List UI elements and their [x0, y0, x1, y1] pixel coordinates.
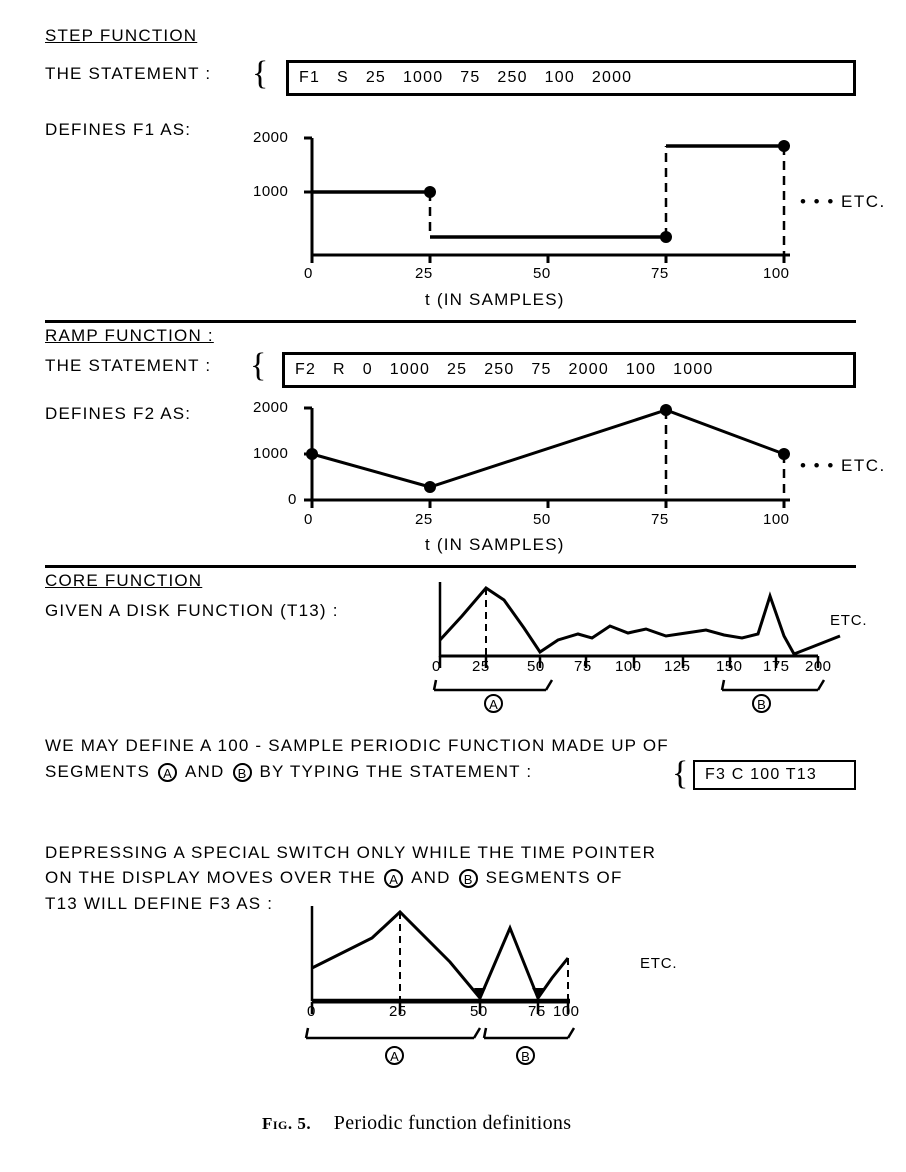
figure-caption — [262, 1112, 571, 1135]
core-heading: CORE FUNCTION — [45, 571, 203, 590]
core-paragraph-line2-pre: SEGMENTS — [45, 762, 151, 781]
segment-b-badge-f3: B — [516, 1046, 535, 1066]
core-statement-box[interactable]: F3 C 100 T13 — [693, 760, 856, 790]
step-function-chart — [230, 130, 790, 295]
disk-xtick-0: 0 — [432, 658, 441, 675]
disk-xtick-150: 150 — [716, 658, 743, 675]
ramp-ytick-1000: 1000 — [253, 445, 289, 462]
figure-number: Fig. 5. — [262, 1114, 312, 1133]
f3-xtick-50: 50 — [470, 1003, 488, 1020]
ramp-etc: • • • ETC. — [800, 456, 886, 475]
step-ytick-1000: 1000 — [253, 183, 289, 200]
step-heading: STEP FUNCTION — [45, 26, 198, 45]
ramp-brace: { — [250, 347, 267, 384]
f3-xtick-25: 25 — [389, 1003, 407, 1020]
step-etc: • • • ETC. — [800, 192, 886, 211]
divider-1 — [45, 320, 856, 323]
segment-b-badge-disk: B — [752, 694, 771, 714]
f3-etc: ETC. — [640, 955, 678, 972]
segment-b-badge-inline: B — [233, 763, 252, 782]
switch-line2-post: SEGMENTS OF — [485, 868, 623, 887]
disk-xtick-25: 25 — [472, 658, 490, 675]
step-xtick-100: 100 — [763, 265, 790, 282]
step-defines-label: DEFINES F1 AS: — [45, 120, 192, 139]
ramp-statement-box[interactable]: F2 R 0 1000 25 250 75 2000 100 1000 — [282, 352, 856, 388]
switch-line2-pre: ON THE DISPLAY MOVES OVER THE — [45, 868, 377, 887]
figure-caption-text: Periodic function definitions — [333, 1112, 572, 1134]
core-given-label: GIVEN A DISK FUNCTION (T13) : — [45, 601, 339, 620]
ramp-xtick-25: 25 — [415, 511, 433, 528]
ramp-statement-label: THE STATEMENT : — [45, 356, 212, 375]
disk-xtick-75: 75 — [574, 658, 592, 675]
ramp-defines-label: DEFINES F2 AS: — [45, 404, 192, 423]
step-statement-label: THE STATEMENT : — [45, 64, 212, 83]
ramp-ytick-0: 0 — [288, 491, 297, 508]
step-ytick-2000: 2000 — [253, 129, 289, 146]
core-etc: ETC. — [830, 612, 868, 629]
segment-b-badge-inline-2: B — [459, 869, 478, 888]
segment-a-badge-inline: A — [158, 763, 177, 782]
core-paragraph-line2-post: BY TYPING THE STATEMENT : — [259, 762, 533, 781]
divider-2 — [45, 565, 856, 568]
step-xtick-0: 0 — [304, 265, 313, 282]
ramp-ytick-2000: 2000 — [253, 399, 289, 416]
step-statement-box[interactable]: F1 S 25 1000 75 250 100 2000 — [286, 60, 856, 96]
ramp-axis-label: t (IN SAMPLES) — [425, 535, 565, 554]
disk-xtick-125: 125 — [664, 658, 691, 675]
disk-xtick-200: 200 — [805, 658, 832, 675]
ramp-xtick-75: 75 — [651, 511, 669, 528]
disk-xtick-175: 175 — [763, 658, 790, 675]
f3-xtick-100: 100 — [553, 1003, 580, 1020]
core-brace: { — [672, 755, 689, 792]
segment-a-badge-inline-2: A — [384, 869, 403, 888]
ramp-heading: RAMP FUNCTION : — [45, 326, 214, 345]
step-xtick-50: 50 — [533, 265, 551, 282]
disk-xtick-100: 100 — [615, 658, 642, 675]
core-paragraph-line2-mid: AND — [185, 762, 225, 781]
core-paragraph-line2 — [45, 762, 532, 782]
core-paragraph-line1: WE MAY DEFINE A 100 - SAMPLE PERIODIC FUNCTION MADE UP OF — [45, 736, 669, 755]
switch-line3: T13 WILL DEFINE F3 AS : — [45, 894, 274, 913]
step-xtick-25: 25 — [415, 265, 433, 282]
switch-line1: DEPRESSING A SPECIAL SWITCH ONLY WHILE THE TIME POINTER — [45, 843, 657, 862]
ramp-xtick-0: 0 — [304, 511, 313, 528]
ramp-xtick-50: 50 — [533, 511, 551, 528]
f3-xtick-0: 0 — [307, 1003, 316, 1020]
segment-a-badge-f3: A — [385, 1046, 404, 1066]
switch-line2-mid: AND — [411, 868, 451, 887]
step-brace: { — [252, 55, 269, 92]
disk-xtick-50: 50 — [527, 658, 545, 675]
step-axis-label: t (IN SAMPLES) — [425, 290, 565, 309]
ramp-xtick-100: 100 — [763, 511, 790, 528]
switch-line2 — [45, 868, 623, 888]
segment-a-badge-disk: A — [484, 694, 503, 714]
step-xtick-75: 75 — [651, 265, 669, 282]
f3-xtick-75: 75 — [528, 1003, 546, 1020]
